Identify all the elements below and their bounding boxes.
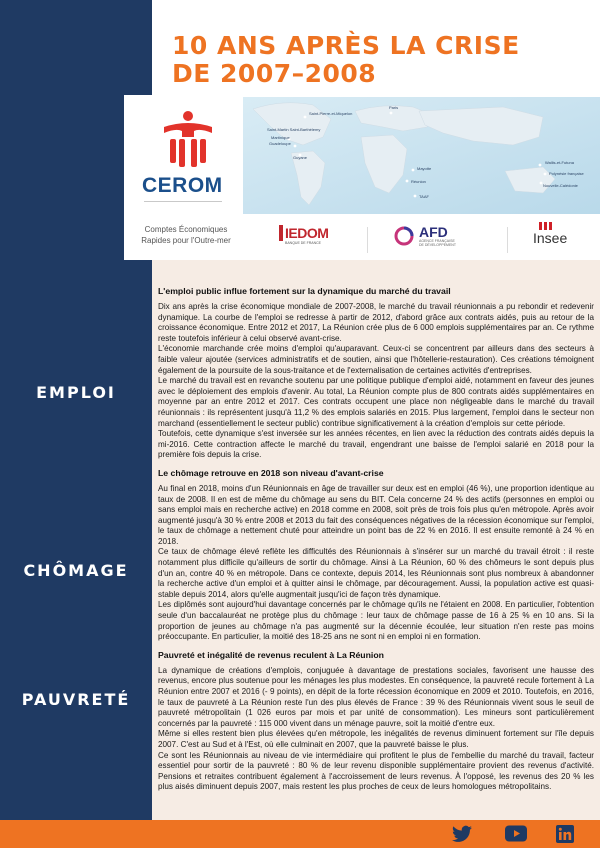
youtube-icon[interactable] bbox=[505, 825, 527, 842]
iedom-mark-icon bbox=[279, 225, 283, 241]
paragraph: Même si elles restent bien plus élevées qu'en métropole, les inégalités de revenus diminuent fortement sur l'île depuis 2007. C'est au Sud et à l'Est, où elle culminait en 2007, que la pauvreté baisse le plus. bbox=[158, 729, 594, 749]
map-label-martinique: Martinique bbox=[271, 135, 290, 140]
title-line-2: DE 2007–2008 bbox=[172, 59, 377, 88]
afd-wordmark: AFD bbox=[419, 224, 448, 240]
map-label-spm: Saint-Pierre-et-Miquelon bbox=[309, 111, 353, 116]
paragraph: Dix ans après la crise économique mondiale de 2007-2008, le marché du travail réunionnais a pu rebondir et redevenir dynamique. La courbe de l'emploi se redresse à partir de 2012, d'abord grâce aux contrats aidés, puis au retour de la croissance économique. Entre 2012 et 2017, La Réunion crée plus de 6 000 emplois supplémentaires par an. Ce rythme reste toutefois inférieur à celui observé avant-crise. bbox=[158, 302, 594, 343]
insee-bars-icon bbox=[539, 222, 567, 230]
paragraph: Les diplômés sont aujourd'hui davantage concernés par le chômage qu'ils ne l'étaient en 2008. En particulier, l'obtention seule d'un baccalauréat ne protège plus du chômage : leur taux de chômage passe de 16 à 25 % en 10 ans. Si la proportion de jeunes au chômage n'a pas augmenté sur la décennie écoulée, leur situation n'en reste pas moins préoccupante. En particulier, la moitié des 18-25 ans ne sont ni en emploi ni en formation. bbox=[158, 600, 594, 642]
map-label-polynesie: Polynésie française bbox=[549, 171, 584, 176]
section-label-pauvrete: PAUVRETÉ bbox=[21, 690, 131, 709]
map-label-stmartin: Saint-Martin Saint-Barthélemy bbox=[267, 127, 321, 132]
section-label-chomage: CHÔMAGE bbox=[23, 561, 129, 580]
map-label-guadeloupe: Guadeloupe bbox=[269, 141, 291, 146]
map-label-mayotte: Mayotte bbox=[417, 166, 432, 171]
iedom-subtitle: BANQUE DE FRANCE bbox=[285, 241, 321, 245]
cerom-subtitle bbox=[130, 224, 242, 246]
logo-separator bbox=[367, 227, 368, 253]
title-line-1: 10 ANS APRÈS LA CRISE bbox=[172, 31, 520, 60]
section-label-emploi: EMPLOI bbox=[36, 383, 116, 402]
header-panel bbox=[124, 95, 600, 260]
section-heading-pauvrete: Pauvreté et inégalité de revenus reculent à La Réunion bbox=[158, 649, 384, 660]
afd-logo bbox=[393, 225, 456, 247]
page-title bbox=[172, 32, 520, 88]
footer-bar bbox=[0, 820, 600, 848]
section-chomage bbox=[158, 468, 594, 643]
twitter-icon[interactable] bbox=[452, 825, 472, 843]
afd-ring-icon bbox=[393, 225, 415, 247]
insee-wordmark: Insee bbox=[533, 230, 568, 246]
linkedin-icon[interactable] bbox=[556, 825, 574, 843]
iedom-logo bbox=[279, 225, 328, 245]
section-heading-emploi: L'emploi public influe fortement sur la dynamique du marché du travail bbox=[158, 286, 451, 296]
title-area bbox=[152, 0, 600, 95]
cerom-subtitle-line-1: Comptes Économiques bbox=[144, 225, 228, 234]
afd-subtitle-line-1: AGENCE FRANÇAISE bbox=[419, 239, 455, 243]
map-label-nouvelle-caledonie: Nouvelle-Calédonie bbox=[543, 183, 578, 188]
map-label-paris: Paris bbox=[389, 105, 399, 110]
afd-subtitle-line-2: DE DÉVELOPPEMENT bbox=[419, 243, 456, 247]
logo-separator bbox=[507, 227, 508, 253]
cerom-subtitle-line-2: Rapides pour l'Outre-mer bbox=[141, 236, 231, 245]
world-map-image bbox=[243, 97, 600, 214]
partner-logos bbox=[243, 217, 600, 260]
iedom-wordmark: IEDOM bbox=[285, 225, 329, 241]
cerom-wordmark: CEROM bbox=[142, 174, 223, 197]
paragraph: Le marché du travail est en revanche soutenu par une politique publique d'emploi aidé, notamment en faveur des jeunes avec le déploiement des emplois d'avenir. Au total, La Réunion compte plus de 800 contrats aidés supplémentaires en moyenne par an entre 2012 et 2017. Ces contrats occupent une place non négligeable dans le marché du travail réunionnais : ils représentent jusqu'à 11,2 % des emplois salariés en 2015. Plus largement, l'emploi dans le secteur non marchand (essentiellement le secteur public) contribue significativement à la création d'emplois sur cette période. bbox=[158, 376, 594, 428]
section-pauvrete bbox=[158, 650, 594, 793]
paragraph: L'économie marchande crée moins d'emploi qu'auparavant. Ceux-ci se concentrent par ailleurs dans des secteurs à faible valeur ajoutée (services administratifs et de soutien, ainsi que l'hôtellerie-restauration). Ces créations témoignent également de la poursuite de la sous-traitance et de l'externalisation de certaines activités d'entreprises. bbox=[158, 344, 594, 375]
cerom-emblem-icon bbox=[158, 109, 218, 171]
paragraph: Toutefois, cette dynamique s'est inversée sur les années récentes, en lien avec la réduction des contrats aidés depuis la mi-2016. Cette contraction affecte le marché du travail, engendrant une baisse de l'emploi salarié en 2018 pour la première fois depuis la crise. bbox=[158, 429, 594, 460]
map-label-wallis: Wallis-et-Futuna bbox=[545, 160, 574, 165]
section-emploi bbox=[158, 286, 594, 461]
cerom-divider bbox=[144, 201, 222, 202]
section-heading-chomage: Le chômage retrouve en 2018 son niveau d'avant-crise bbox=[158, 467, 384, 478]
insee-logo bbox=[533, 222, 567, 246]
paragraph: La dynamique de créations d'emplois, conjuguée à davantage de prestations sociales, favorisent une hausse des revenus, encore plus soutenue pour les ménages les plus modestes. En conséquence, la pauvreté recule fortement à La Réunion entre 2007 et 2016 (- 9 points), en dépit de la forte récession économique en 2009 et 2010. Toutefois, en 2016, le taux de pauvreté à La Réunion reste l'un des plus élevés de France : 39 % des Réunionnais vivent sous le seuil de pauvreté métropolitain (1 026 euros par mois et par unité de consommation). Les mineurs sont particulièrement concernés par la pauvreté : 115 000 vivent dans un ménage pauvre, soit la moitié d'entre eux. bbox=[158, 665, 594, 728]
paragraph: Ce taux de chômage élevé reflète les difficultés des Réunionnais à s'insérer sur un marché du travail étroit : il reste notamment plus difficile qu'ailleurs de sortir du chômage. Ainsi à La Réunion, 60 % des chômeurs le sont depuis plus d'un an, contre 40 % en métropole. Dans ce contexte, depuis 2014, les Réunionnais sont plus nombreux à abandonner la recherche active d'un emploi et à quitter ainsi le chômage, par découragement. Aussi, la population active est quasi-stable depuis 2014, alors qu'elle augmentait jusqu'ici de façon très dynamique. bbox=[158, 547, 594, 599]
cerom-logo-block bbox=[124, 95, 242, 260]
paragraph: Ce sont les Réunionnais au niveau de vie intermédiaire qui profitent le plus de l'embellie du marché du travail, facteur essentiel pour sortir de la pauvreté : 80 % de leur revenu disponible supplémentaire provient des revenus d'activité. Pensions et retraites contribuent également à l'accroissement de leurs revenus. À l'opposé, les revenus des 20 % les plus aisés diminuent depuis 2007, mais restent les plus proches de ceux de leurs homologues métropolitains. bbox=[158, 750, 594, 792]
paragraph: Au final en 2018, moins d'un Réunionnais en âge de travailler sur deux est en emploi (46 %), une proportion identique au taux de 2008. Il en est de même du chômage au sens du BIT. Cela concerne 24 % des actifs (personnes en emploi ou sans emploi mais en recherche active) en 2018 comme en 2008, soit près de trois fois plus qu'en métropole. Après avoir augmenté jusqu'à 30 % entre 2008 et 2013 du fait des conséquences négatives de la récession économique sur l'emploi, le taux de chômage a nettement chuté pour atteindre un point bas de 22 % en 2016. Il est ensuite remonté à 24 % en 2018. bbox=[158, 483, 594, 546]
map-label-taaf: TAAF bbox=[419, 194, 429, 199]
map-label-guyane: Guyane bbox=[293, 155, 308, 160]
map-label-reunion: Réunion bbox=[411, 179, 426, 184]
article-body bbox=[158, 286, 594, 800]
